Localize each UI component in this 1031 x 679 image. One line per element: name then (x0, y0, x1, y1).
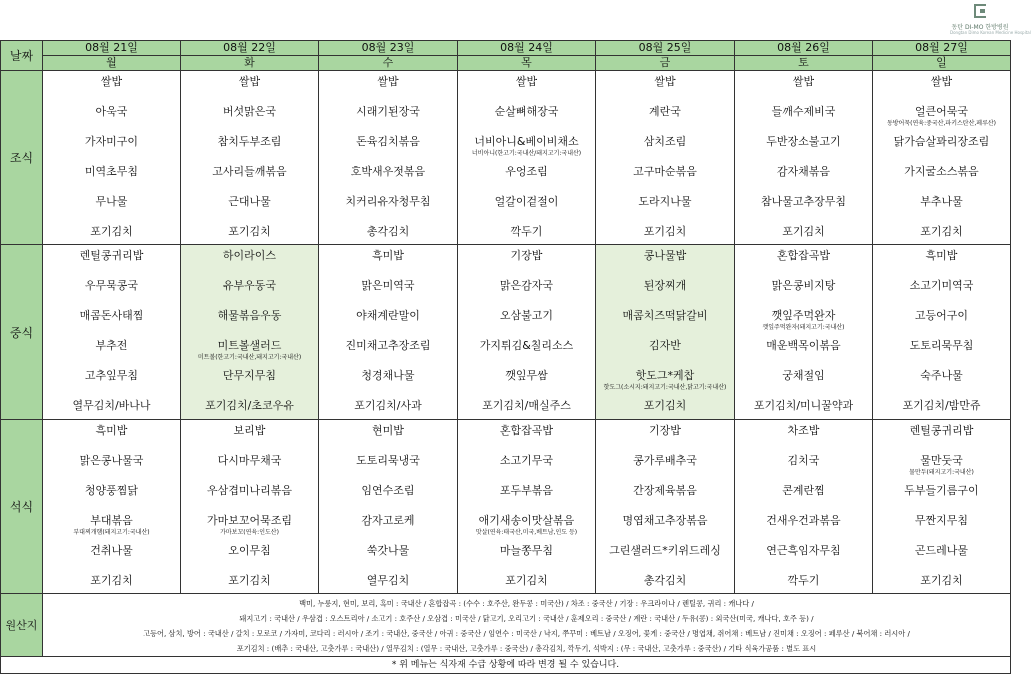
meal-cell (458, 420, 596, 594)
weekday: 월 (43, 56, 181, 71)
menu-item: 숙주나물 (920, 369, 963, 382)
menu-item: 아욱국 (95, 105, 128, 118)
menu-item: 무나물 (95, 195, 128, 208)
breakfast-label: 조식 (1, 71, 43, 245)
breakfast-row (1, 71, 1011, 245)
menu-item: 너비아니&베이비채소 (474, 135, 579, 148)
menu-item: 쌀밥 (238, 75, 261, 88)
menu-item: 감자채볶음 (776, 165, 831, 178)
meal-cell (43, 420, 181, 594)
day-date: 08월 22일 (181, 41, 319, 56)
menu-item: 돈육김치볶음 (356, 135, 420, 148)
menu-item: 깍두기 (510, 225, 543, 238)
meal-cell (735, 420, 873, 594)
menu-item: 우엉조림 (505, 165, 548, 178)
menu-item: 맑은콩비지탕 (771, 279, 836, 292)
menu-item: 근대나물 (228, 195, 271, 208)
meal-cell (873, 245, 1011, 420)
meal-cell (319, 420, 458, 594)
menu-item: 매콤돈사태찜 (79, 309, 144, 322)
menu-item: 렌틸콩귀리밥 (909, 424, 974, 437)
menu-item: 열무김치/바나나 (72, 399, 151, 412)
menu-item: 김치국 (787, 454, 820, 467)
hospital-logo (950, 4, 1031, 36)
menu-item: 쌀밥 (377, 75, 399, 88)
menu-item: 된장찌개 (643, 279, 687, 292)
weekday: 토 (735, 56, 873, 71)
menu-item: 포기김치/매실주스 (482, 399, 571, 412)
menu-item: 총각김치 (366, 225, 410, 238)
meal-cell (873, 71, 1011, 245)
menu-item: 포기김치 (920, 225, 963, 238)
dinner-label: 석식 (1, 420, 43, 594)
menu-item: 우무묵콩국 (84, 279, 139, 292)
menu-item: 건새우건과볶음 (766, 514, 841, 527)
menu-item: 흑미밥 (925, 249, 958, 262)
weekday-row (1, 56, 1011, 71)
menu-item: 포기김치 (782, 225, 825, 238)
menu-item: 매콤치즈떡닭갈비 (622, 309, 708, 322)
day-date: 08월 24일 (458, 41, 596, 56)
menu-item: 기장밥 (510, 249, 543, 262)
menu-item: 미역초무침 (84, 165, 139, 178)
menu-item: 참치두부조림 (217, 135, 282, 148)
hospital-logo-icon (974, 4, 986, 18)
menu-item: 포기김치 (90, 574, 133, 587)
menu-item: 포기김치 (505, 574, 548, 587)
menu-item: 부대볶음 (90, 514, 133, 527)
menu-item: 닭가슴살꽈리장조림 (893, 135, 990, 148)
menu-item: 순살뼈해장국 (494, 105, 559, 118)
day-date: 08월 27일 (873, 41, 1011, 56)
menu-item: 고구마순볶음 (633, 165, 697, 178)
menu-item: 쑥갓나물 (366, 544, 410, 557)
hospital-subname: Dongtan Dimo Korean Medicine Hospital (950, 30, 1031, 35)
ingredient-origin-note: 부대찌개햄(돼지고기:국내산) (73, 529, 150, 536)
menu-item: 보리밥 (233, 424, 266, 437)
meal-cell (181, 420, 319, 594)
menu-item: 감자고로케 (361, 514, 415, 527)
menu-item: 고사리들깨볶음 (212, 165, 287, 178)
ingredient-origin-note: 너비아니(한고기:국내산/돼지고기:국내산) (471, 150, 582, 157)
menu-item: 포기김치 (90, 225, 133, 238)
menu-item: 소고기미역국 (909, 279, 974, 292)
menu-item: 기장밥 (649, 424, 681, 437)
meal-cell (873, 420, 1011, 594)
date-row (1, 41, 1011, 56)
meal-cell (596, 420, 735, 594)
menu-item: 청양풍찜닭 (84, 484, 139, 497)
ingredient-origin-note: 가마보꼬(연육:인도산) (220, 529, 279, 536)
menu-item: 우삼겹미나리볶음 (206, 484, 292, 497)
lunch-row (1, 245, 1011, 420)
menu-item: 콩가루배추국 (633, 454, 697, 467)
menu-item: 계란국 (649, 105, 681, 118)
ingredient-origin-note: 맛살(연육:태국산,미국,베트남,인도 등) (475, 529, 578, 536)
origin-line: 돼지고기 : 국내산 / 우삼겹 : 오스트리아 / 소고기 : 호주산 / 오삼겹 : 미국산 / 닭고기, 오리고기 : 국내산 / 훈제오리 : 중국산 / 계란 : 국내산 / 두유(콩) : 외국산(미국, 캐나다, 호주 등) / (239, 614, 814, 623)
menu-item: 포기김치/사과 (354, 399, 422, 412)
menu-item: 소고기무국 (499, 454, 554, 467)
date-label: 날짜 (1, 41, 43, 71)
hospital-name: 동탄 DI-MO 한방병원 (951, 24, 1009, 31)
ingredient-origin-note: 깻잎주먹완자(돼지고기:국내산) (762, 324, 845, 331)
menu-item: 다시마무채국 (217, 454, 282, 467)
menu-item: 치커리유자청무침 (345, 195, 431, 208)
weekday: 화 (181, 56, 319, 71)
menu-item: 궁채절임 (782, 369, 825, 382)
meal-cell (596, 71, 735, 245)
menu-item: 혼합잡곡밥 (499, 424, 554, 437)
menu-item: 핫도그*케찹 (635, 369, 695, 382)
meal-cell (181, 71, 319, 245)
menu-item: 진미채고추장조림 (345, 339, 431, 352)
menu-item: 그린샐러드*키위드레싱 (609, 544, 721, 557)
menu-item: 얼갈이겉절이 (494, 195, 559, 208)
origin-line: 고등어, 삼치, 방어 : 국내산 / 갈치 : 모로코 / 가자미, 코다리 : 러시아 / 조기 : 국내산, 중국산 / 아귀 : 중국산 / 임연수 : 미국산 / 낙지, 쭈꾸미 : 베트남 / 오징어, 꽃게 : 중국산 / 명엽채, 쥐어채 : 베트남 / 진미채 : 오징어 : 페루산 / 북어채 : 러시아 / (143, 629, 910, 638)
menu-item: 곤드레나물 (914, 544, 969, 557)
menu-item: 렌틸콩귀리밥 (79, 249, 144, 262)
menu-item: 포기김치 (228, 225, 271, 238)
meal-cell (319, 71, 458, 245)
menu-item: 김자반 (649, 339, 681, 352)
meal-cell (458, 71, 596, 245)
day-date: 08월 23일 (319, 41, 458, 56)
lunch-label: 중식 (1, 245, 43, 420)
menu-item: 콘계란찜 (782, 484, 825, 497)
menu-item: 포기김치 (228, 574, 271, 587)
meal-cell (43, 245, 181, 420)
menu-item: 애기새송이맛살볶음 (478, 514, 575, 527)
weekly-menu-table (0, 40, 1011, 674)
day-date: 08월 25일 (596, 41, 735, 56)
menu-item: 명엽채고추장볶음 (622, 514, 708, 527)
menu-item: 야채계란말이 (356, 309, 420, 322)
origin-label: 원산지 (1, 594, 43, 657)
menu-item: 가지튀김&칠리소스 (479, 339, 574, 352)
ingredient-origin-note: 핫도그(소시지:돼지고기:국내산,닭고기:국내산) (603, 384, 727, 391)
day-date: 08월 26일 (735, 41, 873, 56)
weekday: 금 (596, 56, 735, 71)
menu-item: 쌀밥 (930, 75, 953, 88)
menu-item: 고등어구이 (914, 309, 969, 322)
menu-item: 깍두기 (787, 574, 820, 587)
origin-row (1, 594, 1011, 657)
weekday: 목 (458, 56, 596, 71)
menu-item: 포기김치/미니꿀약과 (753, 399, 854, 412)
ingredient-origin-note: 물만두(돼지고기:국내산) (909, 469, 974, 476)
meal-cell (735, 71, 873, 245)
menu-item: 포기김치 (920, 574, 963, 587)
meal-cell (43, 71, 181, 245)
origin-info (43, 594, 1011, 657)
menu-item: 미트볼샐러드 (217, 339, 282, 352)
menu-item: 가자미구이 (84, 135, 139, 148)
menu-item: 매운백목이볶음 (766, 339, 841, 352)
menu-item: 단무지무침 (222, 369, 277, 382)
note-row (1, 657, 1011, 674)
menu-item: 혼합잡곡밥 (776, 249, 831, 262)
menu-item: 삼치조림 (643, 135, 687, 148)
meal-cell (319, 245, 458, 420)
menu-item: 임연수조림 (361, 484, 415, 497)
menu-item: 가마보꼬어묵조림 (206, 514, 292, 527)
ingredient-origin-note: 미트볼(한고기:국내산,돼지고기:국내산) (197, 354, 302, 361)
menu-item: 포두부볶음 (499, 484, 554, 497)
menu-item: 쌀밥 (100, 75, 123, 88)
menu-item: 가지굴소스볶음 (904, 165, 979, 178)
menu-item: 참나물고추장무침 (760, 195, 846, 208)
origin-line: 백미, 누룽지, 현미, 보리, 흑미 : 국내산 / 혼합잡곡 : (수수 : 호주산, 완두콩 : 미국산) / 차조 : 중국산 / 기장 : 우크라이나 / 렌틸콩, 귀리 : 캐나다 / (299, 599, 754, 608)
menu-item: 오이무침 (228, 544, 271, 557)
meal-cell (181, 245, 319, 420)
menu-item: 차조밥 (787, 424, 820, 437)
menu-item: 부추나물 (920, 195, 963, 208)
menu-item: 호박새우젓볶음 (350, 165, 426, 178)
menu-item: 포기김치 (643, 225, 687, 238)
menu-item: 포기김치/밤만쥬 (902, 399, 981, 412)
menu-item: 도토리묵냉국 (356, 454, 420, 467)
menu-item: 무짠지무침 (914, 514, 969, 527)
menu-item: 부추전 (95, 339, 128, 352)
weekday: 일 (873, 56, 1011, 71)
menu-item: 연근흑임자무침 (766, 544, 841, 557)
dinner-row (1, 420, 1011, 594)
menu-item: 도라지나물 (638, 195, 692, 208)
menu-item: 총각김치 (643, 574, 687, 587)
meal-cell (735, 245, 873, 420)
menu-item: 흑미밥 (372, 249, 404, 262)
menu-item: 시래기된장국 (356, 105, 420, 118)
menu-item: 해물볶음우동 (217, 309, 282, 322)
menu-item: 버섯맑은국 (222, 105, 277, 118)
menu-item: 오삼불고기 (499, 309, 554, 322)
meal-cell (596, 245, 735, 420)
menu-item: 포기김치/초코우유 (205, 399, 294, 412)
menu-item: 마늘쫑무침 (499, 544, 554, 557)
ingredient-origin-note: 동방어묵(연육:중국산,파키스탄산,페루산) (886, 120, 997, 127)
menu-item: 들깨수제비국 (771, 105, 836, 118)
menu-item: 맑은미역국 (361, 279, 415, 292)
day-date: 08월 21일 (43, 41, 181, 56)
menu-item: 두반장소불고기 (766, 135, 841, 148)
menu-item: 흑미밥 (95, 424, 128, 437)
menu-item: 간장제육볶음 (633, 484, 697, 497)
menu-item: 도토리묵무침 (909, 339, 974, 352)
menu-item: 포기김치 (643, 399, 687, 412)
menu-item: 쌀밥 (515, 75, 538, 88)
menu-item: 하이라이스 (222, 249, 277, 262)
menu-item: 청경채나물 (361, 369, 415, 382)
menu-item: 물만둣국 (920, 454, 963, 467)
menu-item: 쌀밥 (654, 75, 676, 88)
menu-change-notice: * 위 메뉴는 식자재 수급 상황에 따라 변경 될 수 있습니다. (1, 657, 1011, 674)
meal-cell (458, 245, 596, 420)
menu-item: 맑은감자국 (499, 279, 554, 292)
menu-item: 깻잎주먹완자 (771, 309, 836, 322)
menu-item: 두부들기름구이 (904, 484, 979, 497)
menu-item: 맑은콩나물국 (79, 454, 144, 467)
menu-item: 얼큰어묵국 (914, 105, 969, 118)
menu-item: 열무김치 (366, 574, 410, 587)
menu-item: 건취나물 (90, 544, 133, 557)
menu-item: 쌀밥 (792, 75, 815, 88)
menu-item: 고추잎무침 (84, 369, 139, 382)
menu-item: 유부우동국 (222, 279, 277, 292)
origin-line: 포기김치 : (배추 : 국내산, 고춧가루 : 국내산) / 열무김치 : (열무 : 국내산, 고춧가루 : 중국산) / 총각김치, 깍두기, 석박지 : (무 : 국내산, 고춧가루 : 중국산) / 기타 식육가공품 : 별도 표시 (236, 644, 817, 653)
menu-item: 깻잎무쌈 (505, 369, 548, 382)
weekday: 수 (319, 56, 458, 71)
menu-item: 콩나물밥 (643, 249, 687, 262)
menu-item: 현미밥 (372, 424, 404, 437)
